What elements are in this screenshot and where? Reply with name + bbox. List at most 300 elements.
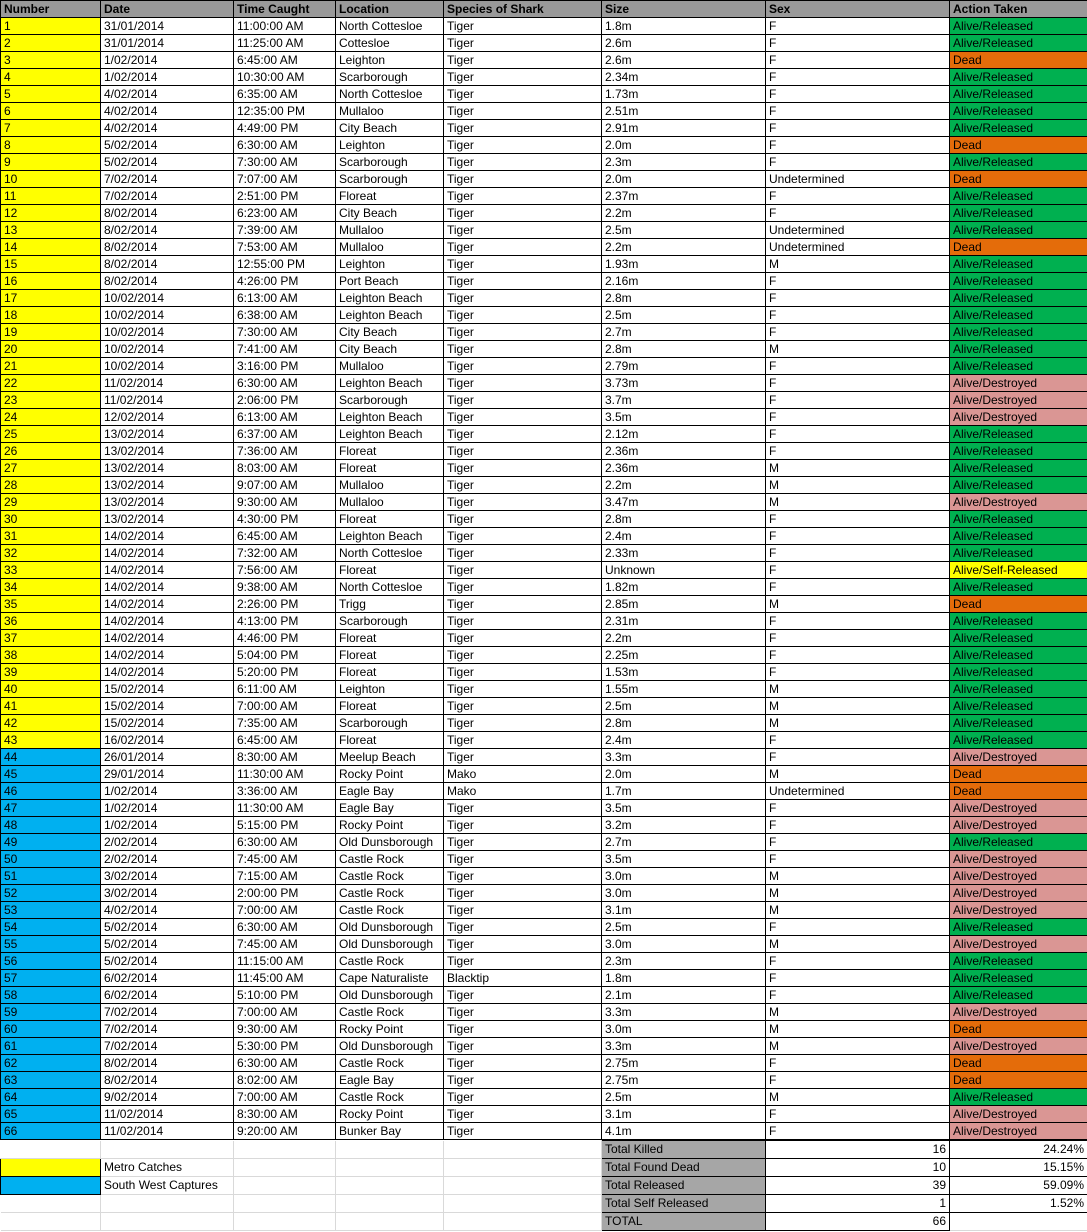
cell-species[interactable]: Tiger [444,647,602,664]
cell-action-taken[interactable]: Alive/Destroyed [950,749,1087,766]
cell-sex[interactable]: M [766,256,950,273]
cell-date[interactable]: 5/02/2014 [101,919,234,936]
cell-sex[interactable]: F [766,1072,950,1089]
cell-date[interactable]: 13/02/2014 [101,443,234,460]
cell-size[interactable]: 2.75m [602,1055,766,1072]
header-action-taken[interactable]: Action Taken [950,1,1087,18]
cell-number[interactable]: 9 [1,154,101,171]
cell-species[interactable]: Tiger [444,851,602,868]
cell-time-caught[interactable]: 4:49:00 PM [234,120,336,137]
cell-date[interactable]: 9/02/2014 [101,1089,234,1106]
cell-time-caught[interactable]: 7:45:00 AM [234,851,336,868]
cell-size[interactable]: 2.5m [602,222,766,239]
cell-sex[interactable]: Undetermined [766,239,950,256]
cell-date[interactable]: 26/01/2014 [101,749,234,766]
cell-number[interactable]: 26 [1,443,101,460]
cell-action-taken[interactable]: Alive/Released [950,256,1087,273]
cell-date[interactable]: 14/02/2014 [101,630,234,647]
cell-number[interactable]: 49 [1,834,101,851]
cell-size[interactable]: 2.7m [602,834,766,851]
cell-number[interactable]: 51 [1,868,101,885]
cell-action-taken[interactable]: Alive/Released [950,664,1087,681]
cell-location[interactable]: Rocky Point [336,766,444,783]
cell-location[interactable]: Floreat [336,443,444,460]
cell-action-taken[interactable]: Alive/Released [950,545,1087,562]
cell-species[interactable]: Tiger [444,171,602,188]
cell-time-caught[interactable]: 2:06:00 PM [234,392,336,409]
cell-action-taken[interactable]: Alive/Released [950,188,1087,205]
cell-species[interactable]: Tiger [444,630,602,647]
cell-sex[interactable]: F [766,307,950,324]
cell-number[interactable]: 37 [1,630,101,647]
cell-location[interactable]: Eagle Bay [336,800,444,817]
cell-action-taken[interactable]: Alive/Destroyed [950,375,1087,392]
cell-species[interactable]: Tiger [444,103,602,120]
cell-date[interactable]: 14/02/2014 [101,647,234,664]
cell-sex[interactable]: M [766,902,950,919]
cell-number[interactable]: 20 [1,341,101,358]
cell-date[interactable]: 10/02/2014 [101,324,234,341]
cell-species[interactable]: Tiger [444,545,602,562]
cell-location[interactable]: Leighton [336,52,444,69]
cell-location[interactable]: Mullaloo [336,358,444,375]
cell-sex[interactable]: F [766,647,950,664]
cell-species[interactable]: Tiger [444,885,602,902]
cell-date[interactable]: 4/02/2014 [101,86,234,103]
cell-size[interactable]: 2.36m [602,443,766,460]
cell-sex[interactable]: F [766,800,950,817]
cell-number[interactable]: 39 [1,664,101,681]
cell-location[interactable]: Floreat [336,460,444,477]
cell-number[interactable]: 23 [1,392,101,409]
cell-species[interactable]: Tiger [444,324,602,341]
cell-action-taken[interactable]: Alive/Destroyed [950,868,1087,885]
cell-size[interactable]: 3.3m [602,1004,766,1021]
cell-action-taken[interactable]: Alive/Destroyed [950,409,1087,426]
cell-species[interactable]: Tiger [444,52,602,69]
cell-species[interactable]: Tiger [444,834,602,851]
cell-sex[interactable]: F [766,528,950,545]
cell-location[interactable]: Meelup Beach [336,749,444,766]
cell-action-taken[interactable]: Alive/Released [950,35,1087,52]
cell-location[interactable]: City Beach [336,324,444,341]
cell-date[interactable]: 1/02/2014 [101,69,234,86]
cell-size[interactable]: 2.0m [602,766,766,783]
summary-percent-total[interactable] [950,1213,1087,1231]
cell-number[interactable]: 24 [1,409,101,426]
cell-number[interactable]: 3 [1,52,101,69]
cell-time-caught[interactable]: 11:30:00 AM [234,766,336,783]
cell-size[interactable]: 2.4m [602,528,766,545]
cell-location[interactable]: Leighton Beach [336,426,444,443]
cell-size[interactable]: 2.5m [602,698,766,715]
cell-sex[interactable]: F [766,409,950,426]
cell-time-caught[interactable]: 11:30:00 AM [234,800,336,817]
cell-date[interactable]: 8/02/2014 [101,256,234,273]
cell-sex[interactable]: F [766,69,950,86]
cell-number[interactable]: 56 [1,953,101,970]
cell-sex[interactable]: F [766,375,950,392]
cell-date[interactable]: 1/02/2014 [101,52,234,69]
cell-location[interactable]: Scarborough [336,154,444,171]
cell-size[interactable]: 2.33m [602,545,766,562]
cell-location[interactable]: Bunker Bay [336,1123,444,1140]
cell-sex[interactable]: M [766,868,950,885]
cell-sex[interactable]: F [766,613,950,630]
cell-location[interactable]: Floreat [336,188,444,205]
cell-date[interactable]: 8/02/2014 [101,239,234,256]
cell-location[interactable]: Port Beach [336,273,444,290]
cell-size[interactable]: 1.73m [602,86,766,103]
cell-number[interactable]: 54 [1,919,101,936]
cell-location[interactable]: Leighton Beach [336,307,444,324]
cell-time-caught[interactable]: 7:56:00 AM [234,562,336,579]
summary-value-total[interactable]: 66 [766,1213,950,1231]
cell-sex[interactable]: F [766,562,950,579]
cell-time-caught[interactable]: 7:00:00 AM [234,1089,336,1106]
cell-location[interactable]: Floreat [336,630,444,647]
cell-species[interactable]: Tiger [444,188,602,205]
cell-number[interactable]: 27 [1,460,101,477]
cell-size[interactable]: 2.4m [602,732,766,749]
cell-sex[interactable]: F [766,443,950,460]
cell-size[interactable]: 2.3m [602,953,766,970]
cell-time-caught[interactable]: 2:51:00 PM [234,188,336,205]
cell-size[interactable]: 2.8m [602,341,766,358]
cell-species[interactable]: Tiger [444,902,602,919]
cell-sex[interactable]: F [766,579,950,596]
cell-time-caught[interactable]: 6:30:00 AM [234,1055,336,1072]
cell-action-taken[interactable]: Alive/Released [950,1089,1087,1106]
cell-size[interactable]: 1.8m [602,970,766,987]
cell-sex[interactable]: M [766,596,950,613]
cell-size[interactable]: 1.82m [602,579,766,596]
cell-sex[interactable]: F [766,103,950,120]
cell-species[interactable]: Tiger [444,358,602,375]
cell-number[interactable]: 38 [1,647,101,664]
cell-date[interactable]: 3/02/2014 [101,868,234,885]
cell-number[interactable]: 47 [1,800,101,817]
cell-number[interactable]: 36 [1,613,101,630]
cell-species[interactable]: Tiger [444,426,602,443]
cell-sex[interactable]: F [766,953,950,970]
cell-number[interactable]: 2 [1,35,101,52]
cell-date[interactable]: 7/02/2014 [101,171,234,188]
summary-percent[interactable]: 24.24% [950,1141,1087,1159]
cell-size[interactable]: 2.51m [602,103,766,120]
cell-size[interactable]: 2.2m [602,205,766,222]
cell-time-caught[interactable]: 9:38:00 AM [234,579,336,596]
cell-time-caught[interactable]: 7:32:00 AM [234,545,336,562]
cell-time-caught[interactable]: 6:35:00 AM [234,86,336,103]
cell-size[interactable]: 2.5m [602,307,766,324]
summary-label[interactable]: Total Released [602,1177,766,1195]
cell-sex[interactable]: M [766,460,950,477]
cell-number[interactable]: 18 [1,307,101,324]
cell-action-taken[interactable]: Alive/Released [950,426,1087,443]
cell-location[interactable]: Eagle Bay [336,1072,444,1089]
cell-date[interactable]: 14/02/2014 [101,596,234,613]
cell-time-caught[interactable]: 8:03:00 AM [234,460,336,477]
summary-value[interactable]: 1 [766,1195,950,1213]
cell-species[interactable]: Tiger [444,307,602,324]
cell-number[interactable]: 35 [1,596,101,613]
cell-date[interactable]: 14/02/2014 [101,528,234,545]
cell-time-caught[interactable]: 5:10:00 PM [234,987,336,1004]
cell-time-caught[interactable]: 6:45:00 AM [234,732,336,749]
cell-date[interactable]: 14/02/2014 [101,613,234,630]
cell-sex[interactable]: F [766,851,950,868]
cell-location[interactable]: Castle Rock [336,868,444,885]
cell-time-caught[interactable]: 8:30:00 AM [234,1106,336,1123]
cell-action-taken[interactable]: Alive/Released [950,477,1087,494]
cell-time-caught[interactable]: 8:02:00 AM [234,1072,336,1089]
cell-action-taken[interactable]: Alive/Released [950,120,1087,137]
cell-action-taken[interactable]: Alive/Destroyed [950,1038,1087,1055]
cell-location[interactable]: Cottesloe [336,35,444,52]
cell-sex[interactable]: F [766,324,950,341]
cell-location[interactable]: Scarborough [336,613,444,630]
cell-action-taken[interactable]: Alive/Released [950,698,1087,715]
cell-species[interactable]: Tiger [444,953,602,970]
cell-time-caught[interactable]: 6:30:00 AM [234,834,336,851]
cell-location[interactable]: Leighton Beach [336,528,444,545]
cell-time-caught[interactable]: 9:30:00 AM [234,1021,336,1038]
cell-date[interactable]: 15/02/2014 [101,698,234,715]
cell-sex[interactable]: F [766,154,950,171]
cell-sex[interactable]: M [766,494,950,511]
cell-date[interactable]: 10/02/2014 [101,290,234,307]
cell-date[interactable]: 13/02/2014 [101,460,234,477]
cell-date[interactable]: 8/02/2014 [101,222,234,239]
cell-size[interactable]: 2.1m [602,987,766,1004]
cell-action-taken[interactable]: Alive/Released [950,630,1087,647]
cell-time-caught[interactable]: 11:00:00 AM [234,18,336,35]
cell-number[interactable]: 61 [1,1038,101,1055]
cell-species[interactable]: Tiger [444,1106,602,1123]
cell-species[interactable]: Tiger [444,1038,602,1055]
cell-location[interactable]: Old Dunsborough [336,919,444,936]
cell-species[interactable]: Tiger [444,528,602,545]
cell-species[interactable]: Tiger [444,579,602,596]
cell-time-caught[interactable]: 7:30:00 AM [234,154,336,171]
cell-species[interactable]: Tiger [444,1021,602,1038]
cell-date[interactable]: 2/02/2014 [101,851,234,868]
cell-size[interactable]: 2.85m [602,596,766,613]
cell-date[interactable]: 13/02/2014 [101,511,234,528]
cell-size[interactable]: 1.53m [602,664,766,681]
cell-size[interactable]: 2.2m [602,630,766,647]
cell-number[interactable]: 34 [1,579,101,596]
cell-sex[interactable]: F [766,120,950,137]
cell-time-caught[interactable]: 9:30:00 AM [234,494,336,511]
cell-action-taken[interactable]: Alive/Released [950,290,1087,307]
cell-action-taken[interactable]: Alive/Released [950,528,1087,545]
cell-time-caught[interactable]: 11:25:00 AM [234,35,336,52]
cell-date[interactable]: 10/02/2014 [101,358,234,375]
cell-action-taken[interactable]: Alive/Released [950,511,1087,528]
cell-date[interactable]: 8/02/2014 [101,1072,234,1089]
cell-number[interactable]: 32 [1,545,101,562]
cell-action-taken[interactable]: Alive/Released [950,732,1087,749]
cell-action-taken[interactable]: Alive/Released [950,834,1087,851]
cell-location[interactable]: Leighton [336,681,444,698]
cell-action-taken[interactable]: Alive/Destroyed [950,817,1087,834]
cell-date[interactable]: 8/02/2014 [101,1055,234,1072]
cell-species[interactable]: Tiger [444,443,602,460]
cell-number[interactable]: 16 [1,273,101,290]
cell-number[interactable]: 40 [1,681,101,698]
cell-number[interactable]: 66 [1,1123,101,1140]
cell-date[interactable]: 31/01/2014 [101,35,234,52]
cell-location[interactable]: Scarborough [336,392,444,409]
cell-location[interactable]: Floreat [336,511,444,528]
cell-number[interactable]: 33 [1,562,101,579]
cell-time-caught[interactable]: 7:35:00 AM [234,715,336,732]
cell-action-taken[interactable]: Alive/Destroyed [950,1106,1087,1123]
cell-date[interactable]: 10/02/2014 [101,307,234,324]
cell-time-caught[interactable]: 10:30:00 AM [234,69,336,86]
cell-sex[interactable]: M [766,1004,950,1021]
cell-size[interactable]: 2.36m [602,460,766,477]
cell-time-caught[interactable]: 4:30:00 PM [234,511,336,528]
cell-location[interactable]: Rocky Point [336,1021,444,1038]
cell-sex[interactable]: F [766,188,950,205]
cell-action-taken[interactable]: Alive/Released [950,307,1087,324]
header-location[interactable]: Location [336,1,444,18]
cell-size[interactable]: 2.25m [602,647,766,664]
cell-number[interactable]: 53 [1,902,101,919]
cell-number[interactable]: 29 [1,494,101,511]
summary-label[interactable]: Total Self Released [602,1195,766,1213]
cell-sex[interactable]: M [766,698,950,715]
cell-location[interactable]: Old Dunsborough [336,834,444,851]
cell-species[interactable]: Tiger [444,511,602,528]
cell-time-caught[interactable]: 6:45:00 AM [234,528,336,545]
cell-location[interactable]: Rocky Point [336,817,444,834]
cell-number[interactable]: 25 [1,426,101,443]
cell-size[interactable]: 3.1m [602,1106,766,1123]
cell-size[interactable]: 2.8m [602,511,766,528]
cell-number[interactable]: 11 [1,188,101,205]
cell-number[interactable]: 13 [1,222,101,239]
header-date[interactable]: Date [101,1,234,18]
cell-number[interactable]: 44 [1,749,101,766]
cell-size[interactable]: 2.0m [602,171,766,188]
cell-date[interactable]: 4/02/2014 [101,103,234,120]
cell-action-taken[interactable]: Dead [950,766,1087,783]
cell-location[interactable]: Castle Rock [336,1004,444,1021]
summary-label-total[interactable]: TOTAL [602,1213,766,1231]
cell-action-taken[interactable]: Dead [950,171,1087,188]
cell-size[interactable]: 2.3m [602,154,766,171]
cell-number[interactable]: 43 [1,732,101,749]
cell-action-taken[interactable]: Alive/Destroyed [950,851,1087,868]
cell-species[interactable]: Tiger [444,205,602,222]
cell-time-caught[interactable]: 6:13:00 AM [234,409,336,426]
cell-action-taken[interactable]: Dead [950,1055,1087,1072]
cell-date[interactable]: 11/02/2014 [101,1123,234,1140]
cell-size[interactable]: 2.7m [602,324,766,341]
cell-action-taken[interactable]: Alive/Released [950,987,1087,1004]
cell-species[interactable]: Tiger [444,749,602,766]
cell-location[interactable]: Floreat [336,732,444,749]
cell-sex[interactable]: F [766,630,950,647]
cell-action-taken[interactable]: Alive/Destroyed [950,1123,1087,1140]
cell-size[interactable]: Unknown [602,562,766,579]
cell-location[interactable]: Castle Rock [336,902,444,919]
legend-label-south-west[interactable]: South West Captures [101,1177,234,1195]
cell-species[interactable]: Tiger [444,664,602,681]
cell-date[interactable]: 2/02/2014 [101,834,234,851]
cell-sex[interactable]: F [766,1106,950,1123]
header-number[interactable]: Number [1,1,101,18]
cell-species[interactable]: Tiger [444,222,602,239]
cell-time-caught[interactable]: 7:53:00 AM [234,239,336,256]
legend-swatch-south-west[interactable] [1,1177,101,1195]
cell-date[interactable]: 8/02/2014 [101,205,234,222]
cell-species[interactable]: Tiger [444,1055,602,1072]
cell-action-taken[interactable]: Alive/Destroyed [950,902,1087,919]
summary-value[interactable]: 16 [766,1141,950,1159]
cell-sex[interactable]: F [766,545,950,562]
cell-location[interactable]: Scarborough [336,69,444,86]
summary-percent[interactable]: 15.15% [950,1159,1087,1177]
cell-date[interactable]: 7/02/2014 [101,1004,234,1021]
cell-number[interactable]: 48 [1,817,101,834]
cell-location[interactable]: Cape Naturaliste [336,970,444,987]
cell-action-taken[interactable]: Alive/Released [950,205,1087,222]
cell-location[interactable]: Scarborough [336,715,444,732]
cell-size[interactable]: 2.16m [602,273,766,290]
cell-date[interactable]: 15/02/2014 [101,681,234,698]
cell-location[interactable]: Old Dunsborough [336,1038,444,1055]
cell-date[interactable]: 6/02/2014 [101,987,234,1004]
cell-sex[interactable]: F [766,52,950,69]
cell-time-caught[interactable]: 2:00:00 PM [234,885,336,902]
cell-species[interactable]: Tiger [444,868,602,885]
cell-location[interactable]: Trigg [336,596,444,613]
cell-species[interactable]: Tiger [444,120,602,137]
cell-size[interactable]: 2.5m [602,1089,766,1106]
cell-location[interactable]: Mullaloo [336,239,444,256]
cell-size[interactable]: 2.37m [602,188,766,205]
cell-sex[interactable]: F [766,919,950,936]
cell-location[interactable]: Mullaloo [336,477,444,494]
cell-sex[interactable]: F [766,426,950,443]
cell-species[interactable]: Tiger [444,256,602,273]
cell-time-caught[interactable]: 11:45:00 AM [234,970,336,987]
cell-location[interactable]: Leighton Beach [336,375,444,392]
cell-sex[interactable]: M [766,1021,950,1038]
cell-date[interactable]: 16/02/2014 [101,732,234,749]
cell-sex[interactable]: M [766,681,950,698]
cell-time-caught[interactable]: 6:38:00 AM [234,307,336,324]
cell-time-caught[interactable]: 2:26:00 PM [234,596,336,613]
cell-location[interactable]: Old Dunsborough [336,936,444,953]
cell-time-caught[interactable]: 7:30:00 AM [234,324,336,341]
cell-date[interactable]: 14/02/2014 [101,562,234,579]
cell-location[interactable]: Mullaloo [336,494,444,511]
cell-date[interactable]: 1/02/2014 [101,817,234,834]
cell-action-taken[interactable]: Dead [950,52,1087,69]
cell-number[interactable]: 30 [1,511,101,528]
cell-species[interactable]: Tiger [444,596,602,613]
cell-location[interactable]: North Cottesloe [336,86,444,103]
cell-location[interactable]: North Cottesloe [336,18,444,35]
cell-time-caught[interactable]: 7:07:00 AM [234,171,336,188]
cell-time-caught[interactable]: 8:30:00 AM [234,749,336,766]
